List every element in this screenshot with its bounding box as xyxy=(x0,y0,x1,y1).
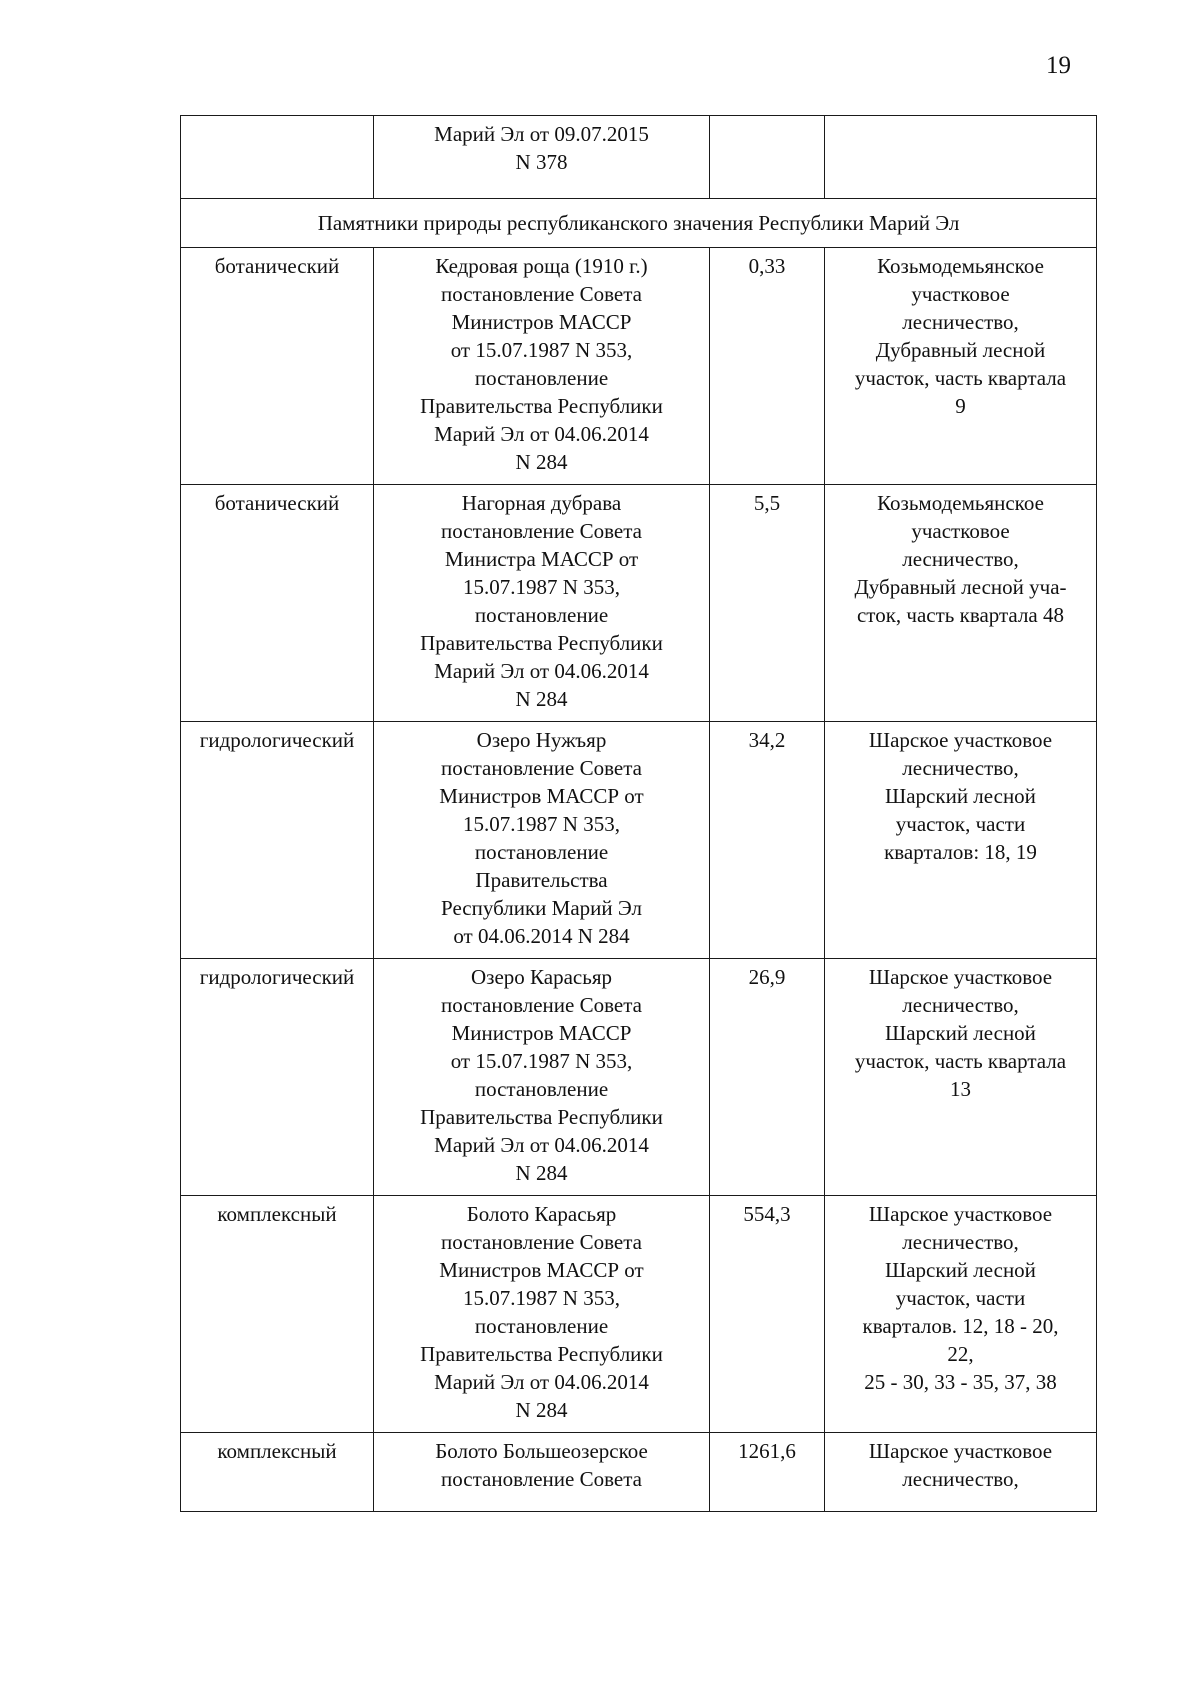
type-cell: комплексный xyxy=(181,1433,374,1512)
type-cell: ботанический xyxy=(181,248,374,485)
area-cell: 0,33 xyxy=(710,248,825,485)
type-cell: гидрологический xyxy=(181,722,374,959)
protected-areas-table xyxy=(180,115,1097,1512)
document-cell: Болото Карасьяр постановление Совета Министров МАССР от 15.07.1987 N 353, постановление Правительства Республики Марий Эл от 04.06.2014 N 284 xyxy=(374,1196,710,1433)
table-row xyxy=(181,116,1097,199)
type-cell xyxy=(181,116,374,199)
table-row xyxy=(181,1433,1097,1512)
section-heading: Памятники природы республиканского значения Республики Марий Эл xyxy=(181,199,1097,248)
document-cell: Болото Большеозерское постановление Совета xyxy=(374,1433,710,1512)
location-cell: Шарское участковое лесничество, Шарский лесной участок, части кварталов: 18, 19 xyxy=(825,722,1097,959)
type-cell: комплексный xyxy=(181,1196,374,1433)
location-cell: Шарское участковое лесничество, Шарский лесной участок, части кварталов. 12, 18 - 20, 22, 25 - 30, 33 - 35, 37, 38 xyxy=(825,1196,1097,1433)
table-row xyxy=(181,1196,1097,1433)
table-row xyxy=(181,722,1097,959)
area-cell: 554,3 xyxy=(710,1196,825,1433)
table-row xyxy=(181,485,1097,722)
type-cell: гидрологический xyxy=(181,959,374,1196)
document-cell: Нагорная дубрава постановление Совета Министра МАССР от 15.07.1987 N 353, постановление Правительства Республики Марий Эл от 04.06.2014 N 284 xyxy=(374,485,710,722)
area-cell: 26,9 xyxy=(710,959,825,1196)
area-cell: 5,5 xyxy=(710,485,825,722)
table-row xyxy=(181,248,1097,485)
document-cell: Кедровая роща (1910 г.) постановление Совета Министров МАССР от 15.07.1987 N 353, постановление Правительства Республики Марий Эл от 04.06.2014 N 284 xyxy=(374,248,710,485)
area-cell xyxy=(710,116,825,199)
type-cell: ботанический xyxy=(181,485,374,722)
location-cell: Шарское участковое лесничество, xyxy=(825,1433,1097,1512)
document-cell: Озеро Карасьяр постановление Совета Министров МАССР от 15.07.1987 N 353, постановление Правительства Республики Марий Эл от 04.06.2014 N 284 xyxy=(374,959,710,1196)
location-cell: Шарское участковое лесничество, Шарский лесной участок, часть квартала 13 xyxy=(825,959,1097,1196)
section-heading-row xyxy=(181,199,1097,248)
document-cell: Озеро Нужъяр постановление Совета Министров МАССР от 15.07.1987 N 353, постановление Правительства Республики Марий Эл от 04.06.2014 N 284 xyxy=(374,722,710,959)
area-cell: 1261,6 xyxy=(710,1433,825,1512)
document-cell: Марий Эл от 09.07.2015 N 378 xyxy=(374,116,710,199)
location-cell: Козьмодемьянское участковое лесничество, Дубравный лесной уча- сток, часть квартала 48 xyxy=(825,485,1097,722)
page-number: 19 xyxy=(1046,52,1071,79)
location-cell: Козьмодемьянское участковое лесничество, Дубравный лесной участок, часть квартала 9 xyxy=(825,248,1097,485)
table-row xyxy=(181,959,1097,1196)
location-cell xyxy=(825,116,1097,199)
area-cell: 34,2 xyxy=(710,722,825,959)
